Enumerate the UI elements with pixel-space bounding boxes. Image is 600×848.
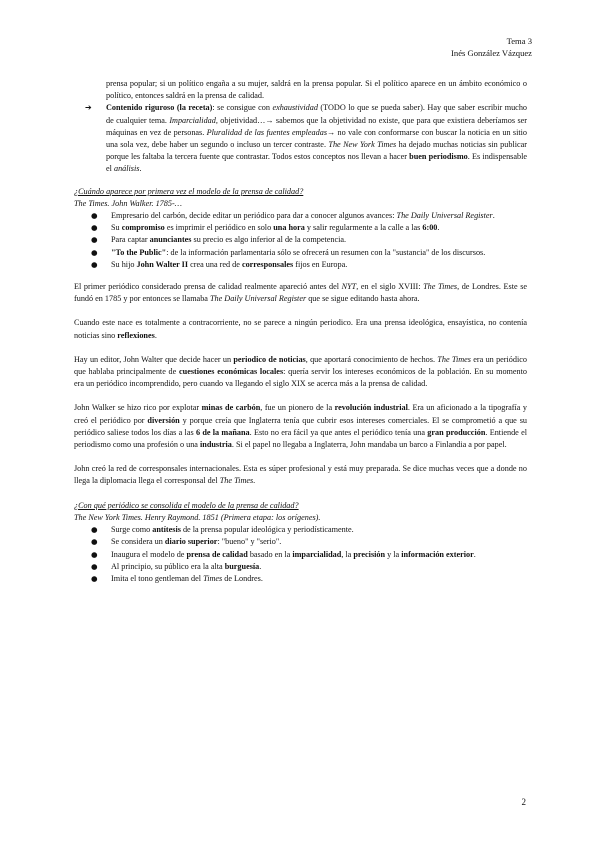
- text-run: The Daily Universal Register: [209, 294, 307, 304]
- text-run: 6 de la mañana: [195, 427, 250, 437]
- bullet-icon: ●: [91, 537, 98, 547]
- text-run: . Esto no era fácil ya que antes el periódico tenía una: [249, 427, 428, 437]
- text-run: buen periodismo: [409, 152, 468, 162]
- text-run: crea una red de: [188, 259, 242, 269]
- text-run: de la prensa popular ideológica y periodísticamente.: [180, 525, 354, 535]
- bullet-icon: ●: [91, 259, 98, 269]
- text-run: burguesía: [224, 561, 260, 571]
- text-run: anunciantes: [149, 235, 192, 245]
- section-question: ¿Cuándo aparece por primera vez el modelo de la prensa de calidad?: [74, 186, 304, 196]
- text-run: basado en la: [247, 549, 293, 559]
- text-run: información exterior: [401, 549, 474, 559]
- text-run: NYT: [341, 282, 357, 292]
- list-item: [74, 234, 527, 246]
- section-subtitle: The Times. John Walker. 1785-…: [74, 198, 182, 208]
- text-run: El primer periódico considerado prensa de calidad realmente apareció antes del: [74, 282, 342, 292]
- text-run: .: [437, 223, 440, 233]
- text-run: imparcialidad: [292, 549, 342, 559]
- text-run: es imprimir el periódico en solo: [164, 223, 274, 233]
- bullet-icon: ●: [91, 247, 98, 257]
- text-run: : quería servir los intereses económicos de la población. En su momento era un periódico incomprendido, pero cuando va llegando el siglo XIX se acerca más a la prensa de calidad.: [74, 367, 528, 389]
- text-run: . Es indispensable el: [106, 152, 527, 174]
- text-run: , la: [341, 549, 354, 559]
- text-run: , objetividad…→ sabemos que la objetividad no existe, que para que existiera deberíamos ser máquinas en vez de personas.: [106, 115, 527, 137]
- text-run: Pluralidad de las fuentes empleadas: [206, 127, 328, 137]
- text-run: , de Londres. Este se fundó en 1785 y por entonces se llamaba: [74, 282, 528, 304]
- header-author: Inés González Vázquez: [451, 48, 532, 58]
- text-run: gran producción: [427, 427, 486, 437]
- text-run: y salir regularmente a la calle a las: [304, 223, 423, 233]
- text-run: , fue un pionero de la: [260, 403, 335, 413]
- paragraph: [74, 317, 527, 341]
- text-run: .: [154, 330, 157, 340]
- bullet-icon: ●: [91, 235, 98, 245]
- text-run: Empresario del carbón, decide editar un periódico para dar a conocer algunos avances:: [111, 211, 397, 221]
- text-run: su precio es algo inferior al de la competencia.: [191, 235, 347, 245]
- list-item: [74, 259, 527, 271]
- text-run: , que aportará conocimiento de hechos.: [305, 354, 438, 364]
- text-run: corresponsales: [241, 259, 294, 269]
- text-run: Inaugura el modelo de: [111, 549, 187, 559]
- text-run: prensa de calidad: [186, 549, 248, 559]
- text-run: John Walker se hizo rico por explotar: [74, 403, 202, 413]
- text-run: Su hijo: [111, 259, 137, 269]
- list-item: [74, 222, 527, 234]
- text-run: .: [473, 549, 476, 559]
- text-run: .: [492, 211, 495, 221]
- text-run: The Daily Universal Register: [396, 211, 493, 221]
- text-run: The Times: [437, 354, 471, 364]
- text-run: Al principio, su público era la alta: [111, 561, 225, 571]
- section-question: ¿Con qué periódico se consolida el modelo de la prensa de calidad?: [74, 500, 299, 510]
- list-item: [74, 573, 527, 585]
- text-run: : de la información parlamentaria sólo se ofrecerá un resumen con la "sustancia" de los discursos.: [166, 247, 486, 257]
- text-run: (TODO lo que se pueda saber). Hay que saber escribir mucho de cualquier tema.: [106, 103, 528, 125]
- text-run: era un periódico que hablaba principalmente de: [74, 354, 527, 377]
- text-run: periodico de noticias: [233, 354, 306, 364]
- bullet-list: [74, 524, 527, 585]
- continued-paragraph: prensa popular; si un político engaña a su mujer, saldrá en la prensa popular. Si el político aparece en un ámbito económico o político, entonces saldrá en la prensa de calidad.: [106, 79, 527, 101]
- text-run: exhaustividad: [272, 103, 318, 113]
- text-run: . Era un aficionado a la tipografía y creó el periódico por: [74, 403, 527, 425]
- text-run: minas de carbón: [201, 403, 261, 413]
- text-run: , en el siglo XVIII:: [356, 282, 424, 292]
- text-run: y porque creía que Inglaterra tenía que cubrir esos intereses comerciales. El se comprometió a que su periódico saliese todos los días a las: [74, 415, 527, 437]
- text-run: → no vale con conformarse con buscar la noticia en un sitio una sola vez, debe haber un segundo o incluso un tercer contraste.: [106, 127, 527, 150]
- text-run: John Walter II: [136, 259, 189, 269]
- text-run: antítesis: [152, 525, 181, 535]
- text-run: revolución industrial: [334, 403, 408, 413]
- text-run: : se consigue con: [212, 103, 273, 113]
- text-run: ha dejado muchas noticias sin publicar porque les faltaba la tercera fuente que contrastar. Todos estos conceptos nos llevan a hacer: [106, 140, 527, 162]
- arrow-right-icon: ➔: [85, 103, 92, 113]
- text-run: The Times: [423, 282, 458, 292]
- text-run: precisión: [353, 549, 386, 559]
- text-run: Cuando este nace es totalmente a contracorriente, no se parece a ningún periodico. Era una prensa ideológica, ensayística, no contenía noticias sino: [74, 318, 527, 340]
- bullet-icon: ●: [91, 573, 98, 583]
- text-run: Para captar: [111, 235, 150, 245]
- list-item: [74, 561, 527, 573]
- document-body: [74, 78, 527, 585]
- text-run: Hay un editor, John Walter que decide hacer un: [74, 354, 234, 364]
- text-run: : "bueno" y "serio".: [217, 537, 282, 547]
- text-run: Se considera un: [111, 537, 165, 547]
- text-run: Surge como: [111, 525, 153, 535]
- text-run: cuestiones económicas locales: [179, 367, 284, 377]
- text-run: "To the Public": [111, 247, 167, 257]
- text-run: 6:00: [422, 223, 438, 233]
- text-run: . Si el papel no llegaba a Inglaterra, John mandaba un barco a Finlandia a por papel.: [231, 440, 507, 450]
- text-run: industria: [199, 440, 232, 450]
- text-run: reflexiones: [117, 330, 155, 340]
- list-item: [74, 549, 527, 561]
- list-item: [74, 536, 527, 548]
- text-run: de Londres.: [222, 573, 263, 583]
- list-item: [74, 524, 527, 536]
- section-subtitle: The New York Times. Henry Raymond. 1851 (Primera etapa: los orígenes).: [74, 512, 321, 522]
- bullet-icon: ●: [91, 525, 98, 535]
- text-run: Imita el tono gentleman del: [111, 573, 204, 583]
- text-run: Contenido riguroso (la receta): [106, 103, 213, 113]
- paragraph: [74, 463, 527, 487]
- page-number: 2: [521, 797, 526, 807]
- text-run: . Entiende el periodismo como una profesión o una: [74, 427, 527, 450]
- text-run: Times: [203, 573, 223, 583]
- text-run: fijos en Europa.: [293, 259, 348, 269]
- text-run: The New York Times: [328, 140, 397, 150]
- bullet-icon: ●: [91, 211, 98, 221]
- text-run: análisis: [113, 164, 140, 174]
- text-run: una hora: [273, 223, 305, 233]
- text-run: Imparcialidad: [169, 115, 216, 125]
- list-item: [74, 247, 527, 259]
- header-topic: Tema 3: [506, 36, 532, 46]
- paragraph: [74, 281, 527, 305]
- page-header: [451, 35, 532, 59]
- bullet-icon: ●: [91, 223, 98, 233]
- paragraph: [74, 354, 527, 391]
- bullet-icon: ●: [91, 561, 98, 571]
- arrow-item-contenido: [85, 102, 528, 175]
- bullet-list: [74, 210, 527, 271]
- text-run: y la: [385, 549, 402, 559]
- text-run: Su: [111, 223, 122, 233]
- list-item: [74, 210, 527, 222]
- text-run: John creó la red de corresponsales internacionales. Esta es súper profesional y está muy preparada. Se dice muchas veces que a donde no llega la diplomacia llega el corresponsal del: [74, 464, 527, 486]
- text-run: .: [139, 164, 142, 174]
- bullet-icon: ●: [91, 549, 98, 559]
- text-run: .: [253, 476, 256, 486]
- text-run: diario superior: [164, 537, 218, 547]
- text-run: diversión: [147, 415, 180, 425]
- text-run: que se sigue editando hasta ahora.: [306, 294, 420, 304]
- text-run: compromiso: [121, 223, 165, 233]
- text-run: .: [259, 561, 262, 571]
- paragraph: [74, 402, 527, 451]
- text-run: The Times: [219, 476, 254, 486]
